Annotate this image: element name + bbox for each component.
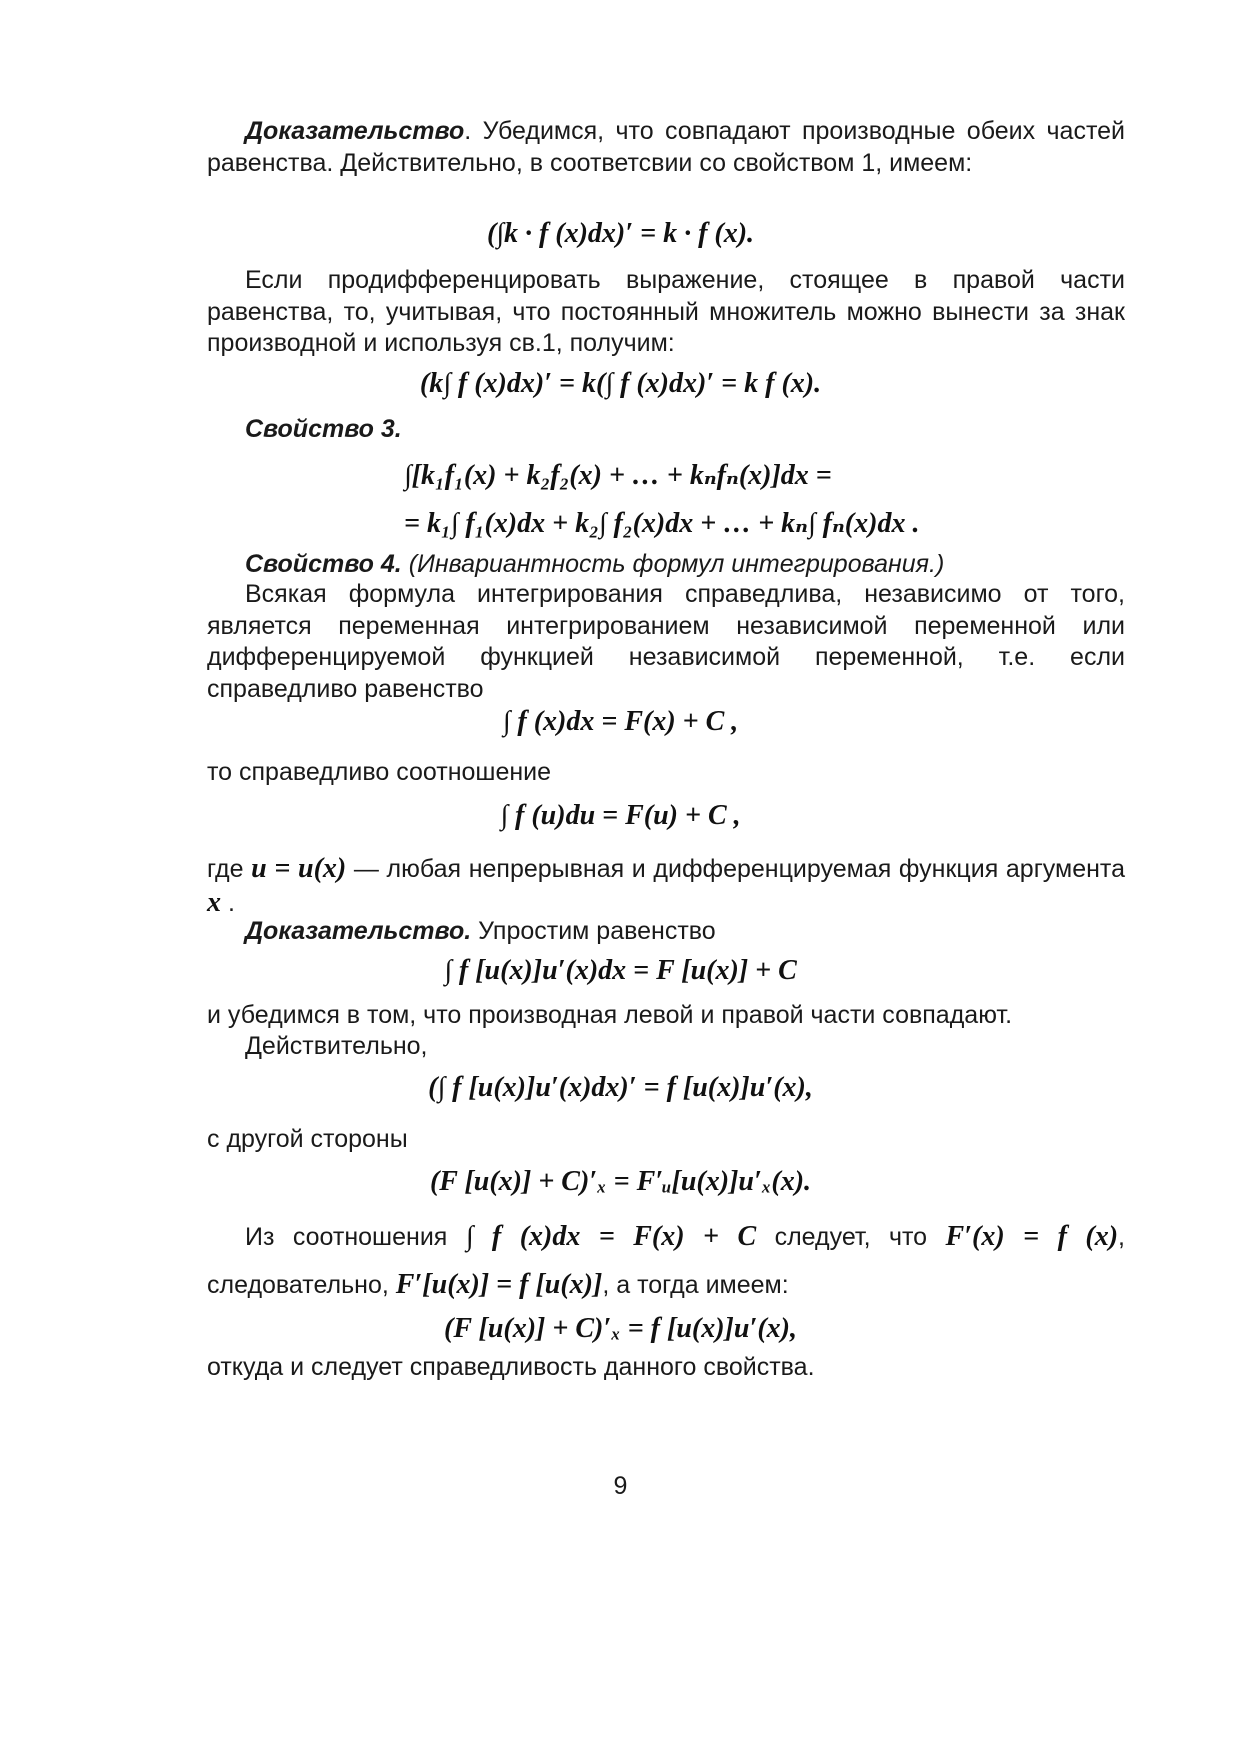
formula-4: ∫ f (x)dx = F(x) + C , [502, 706, 739, 737]
paragraph-6-expr: u = u(x) [251, 853, 347, 884]
formula-7: (∫ f [u(x)]u′(x)dx)′ = f [u(x)]u′(x), [428, 1072, 813, 1103]
property-4-subtitle: (Инвариантность формул интегрирования.) [401, 550, 945, 578]
paragraph-10-expr-1: ∫ f (x)dx = F(x) + C [465, 1221, 757, 1252]
paragraph-4: Всякая формула интегрирования справедлива, независимо от того, является переменная интегрированием независимой переменной или дифференцируемой функцией независимой переменной, т.е. если справедливо равенство [207, 580, 1125, 703]
proof-2-label: Доказательство. [245, 917, 472, 945]
paragraph-10-prefix: Из соотношения [245, 1223, 466, 1251]
paragraph-11: откуда и следует справедливость данного свойства. [207, 1353, 815, 1381]
page-number: 9 [613, 1472, 628, 1500]
proof-text: . Убедимся, что совпадают производные обеих частей равенства. Действительно, в соответсвии со свойством 1, имеем: [207, 117, 1125, 177]
paragraph-9: с другой стороны [207, 1125, 408, 1153]
paragraph-10-mid: следует, что [756, 1223, 946, 1251]
paragraph-6-prefix: где [207, 855, 252, 883]
paragraph-10-suffix: , а тогда имеем: [602, 1271, 789, 1299]
proof-paragraph-2 [245, 916, 716, 948]
paragraph-10-expr-3: F′[u(x)] = f [u(x)] [395, 1269, 603, 1300]
proof-label: Доказательство [245, 117, 465, 145]
formula-6: ∫ f [u(x)]u′(x)dx = F [u(x)] + C [444, 955, 797, 986]
paragraph-10-mid-2: , следовательно, [207, 1223, 1125, 1299]
paragraph-10 [207, 1213, 1125, 1309]
proof-2-text: Упростим равенство [471, 917, 716, 945]
paragraph-6-var: x [207, 887, 221, 918]
formula-3-line-1: ∫[k₁f₁(x) + k₂f₂(x) + … + kₙfₙ(x)]dx = [404, 460, 832, 491]
proof-paragraph-1 [207, 116, 1125, 179]
paragraph-6-text: — любая непрерывная и дифференцируемая функция аргумента [346, 855, 1126, 883]
paragraph-6 [207, 852, 1125, 920]
paragraph-6-suffix: . [221, 889, 235, 917]
property-3-label: Свойство 3. [245, 415, 402, 443]
paragraph-7: и убедимся в том, что производная левой и правой части совпадают. [207, 1001, 1013, 1029]
paragraph-10-expr-2: F′(x) = f (x) [945, 1221, 1119, 1252]
paragraph-2: Если продифференцировать выражение, стоящее в правой части равенства, то, учитывая, что постоянный множитель можно вынести за знак производной и используя св.1, получим: [207, 266, 1125, 357]
formula-8: (F [u(x)] + C)′ₓ = F′ᵤ[u(x)]u′ₓ(x). [429, 1166, 812, 1197]
formula-2: (k∫ f (x)dx)′ = k(∫ f (x)dx)′ = k f (x). [419, 368, 822, 399]
paragraph-8: Действительно, [245, 1032, 428, 1060]
formula-3-line-2: = k₁∫ f₁(x)dx + k₂∫ f₂(x)dx + … + kₙ∫ fₙ(x)dx . [404, 508, 920, 539]
formula-1: (∫k · f (x)dx)′ = k · f (x). [486, 218, 755, 249]
paragraph-5: то справедливо соотношение [207, 758, 552, 786]
property-3-heading [245, 414, 402, 446]
formula-9: (F [u(x)] + C)′ₓ = f [u(x)]u′(x), [444, 1313, 797, 1344]
property-4-label: Свойство 4. [245, 550, 402, 578]
formula-5: ∫ f (u)du = F(u) + C , [500, 800, 741, 831]
property-4-heading [245, 549, 944, 581]
